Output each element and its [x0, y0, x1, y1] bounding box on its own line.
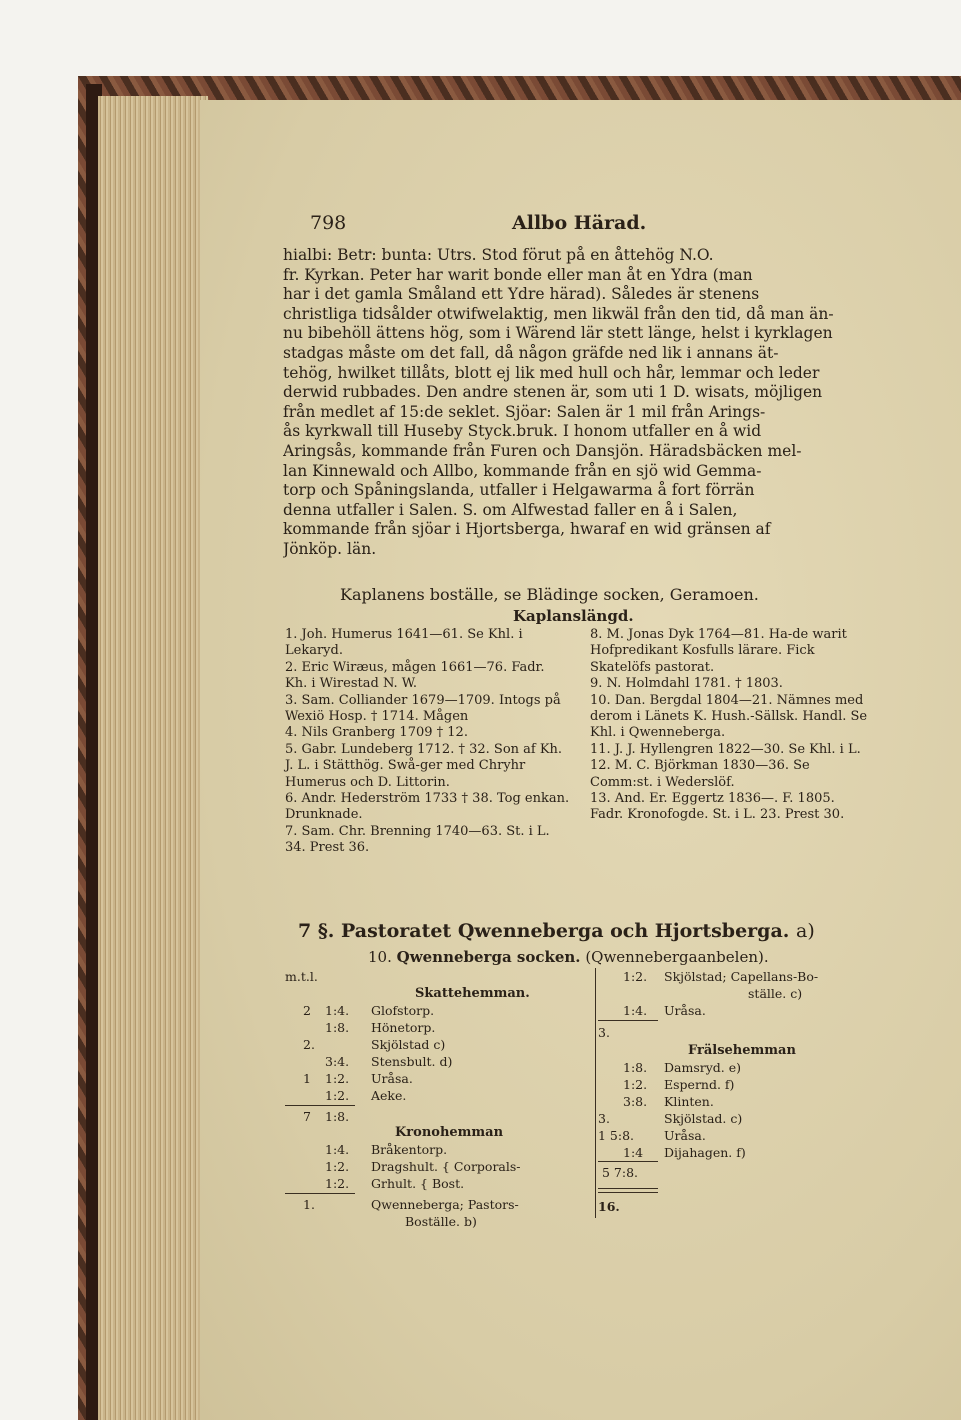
- body-paragraph: [283, 246, 865, 560]
- table-row: [371, 1196, 519, 1213]
- cell: Glofstorp.: [371, 1003, 435, 1018]
- cell: Damsryd. e): [664, 1060, 742, 1075]
- table-row: [325, 1087, 349, 1104]
- paragraph-line: lan Kinnewald och Allbo, kommande från en sjö wid Gemma-: [283, 461, 762, 480]
- farm-table-left: [285, 968, 585, 1238]
- table-row: [664, 1059, 741, 1076]
- table-row: [664, 1144, 746, 1161]
- page-edges: [98, 96, 208, 1420]
- table-row: [303, 1036, 315, 1053]
- list-item: 2. Eric Wiræus, mågen 1661—76. Fadr. Kh. i Wirestad N. W.: [285, 659, 545, 692]
- list-item: 3. Sam. Colliander 1679—1709. Intogs på Wexiö Hosp. † 1714. Mågen: [285, 692, 561, 725]
- paragraph-line: stadgas måste om det fall, då någon gräfde ned lik i annans ät-: [283, 343, 779, 362]
- table-row: [371, 1141, 447, 1158]
- table-row: [285, 968, 318, 985]
- list-item: 5. Gabr. Lundeberg 1712. † 32. Son af Kh. J. L. i Stätthög. Swå-ger med Chryhr Humerus och D. Littorin.: [285, 741, 563, 790]
- table-row: [623, 1059, 647, 1076]
- paragraph-line: ås kyrkwall till Huseby Styck.bruk. I honom utfaller en å wid: [283, 422, 762, 441]
- cell: 1:8.: [325, 1020, 350, 1035]
- sum-rule: [598, 1161, 658, 1162]
- sum-rule: [285, 1105, 355, 1106]
- group-heading: Kronohemman: [395, 1125, 504, 1140]
- table-row: [325, 1158, 349, 1175]
- paragraph-line: denna utfaller i Salen. S. om Alfwestad faller en å i Salen,: [283, 500, 738, 519]
- paragraph-line: derwid rubbades. Den andre stenen är, som uti 1 D. wisats, möjligen: [283, 383, 823, 402]
- table-row: [602, 1164, 638, 1181]
- cell: m.t.l.: [285, 969, 318, 984]
- cell: 2: [303, 1003, 311, 1018]
- cell: 5 7:8.: [602, 1165, 639, 1180]
- subsection-title: Qwenneberga socken.: [396, 948, 581, 966]
- list-item: 13. And. Er. Eggertz 1836—. F. 1805. Fadr. Kronofogde. St. i L. 23. Prest 30.: [590, 791, 845, 823]
- table-row: [415, 985, 530, 1002]
- cell: 3.: [598, 1111, 610, 1126]
- table-row: [748, 985, 802, 1002]
- sum-rule: [598, 1188, 658, 1189]
- cell: 1:8.: [623, 1060, 648, 1075]
- paragraph-line: Aringsås, kommande från Furen och Dansjön. Häradsbäcken mel-: [283, 441, 802, 460]
- cell: Hönetorp.: [371, 1020, 436, 1035]
- cell: 1:4.: [325, 1003, 350, 1018]
- cell: 3:8.: [623, 1094, 648, 1109]
- cell: Aeke.: [371, 1088, 407, 1103]
- cell: 1:4: [623, 1145, 644, 1160]
- running-title: Allbo Härad.: [512, 212, 647, 234]
- cell: Boställe. b): [405, 1214, 477, 1229]
- cell: 3.: [598, 1025, 610, 1040]
- column-divider: [595, 968, 596, 1218]
- table-row: [623, 1002, 647, 1019]
- table-row: [598, 1110, 610, 1127]
- cell: ställe. c): [748, 986, 803, 1001]
- table-row: [405, 1213, 477, 1230]
- cell: 1:2.: [325, 1071, 350, 1086]
- cell: 1:2.: [325, 1159, 350, 1174]
- table-row: [371, 1158, 521, 1175]
- cell: 1 5:8.: [598, 1128, 635, 1143]
- table-row: [598, 1127, 634, 1144]
- subsection-alt: (Qwennebergaanbelen).: [585, 948, 769, 966]
- table-row: [371, 1036, 445, 1053]
- group-heading: Skattehemman.: [415, 986, 530, 1001]
- cell: Qwenneberga; Pastors-: [371, 1197, 519, 1212]
- table-row: [325, 1053, 349, 1070]
- table-row: [303, 1108, 311, 1125]
- table-row: [395, 1124, 503, 1141]
- cell: Uråsa.: [371, 1071, 413, 1086]
- cell: Espernd. f): [664, 1077, 735, 1092]
- table-row: [325, 1070, 349, 1087]
- cell: 2.: [303, 1037, 315, 1052]
- table-row: [371, 1002, 434, 1019]
- kaplan-heading: Kaplanslängd.: [513, 607, 634, 625]
- table-row: [623, 1076, 647, 1093]
- sum-rule: [598, 1020, 658, 1021]
- list-item: 10. Dan. Bergdal 1804—21. Nämnes med derom i Länets K. Hush.-Sällsk. Handl. Se Khl. i Qwenneberga.: [590, 692, 868, 741]
- cell: Skjölstad; Capellans-Bo-: [664, 969, 819, 984]
- cell: 1: [303, 1071, 311, 1086]
- table-row: [303, 1070, 311, 1087]
- table-row: [325, 1108, 349, 1125]
- section-number: 7 §.: [298, 920, 335, 942]
- table-row: [623, 1093, 647, 1110]
- group-heading: Frälsehemman: [688, 1043, 796, 1058]
- paragraph-line: christliga tidsålder otwifwelaktig, men likwäl från den tid, då man än-: [283, 304, 834, 323]
- cell: Bråkentorp.: [371, 1142, 448, 1157]
- table-row: [664, 968, 818, 985]
- table-row: [623, 968, 647, 985]
- kaplan-list-left: [285, 627, 570, 857]
- table-row: [371, 1087, 406, 1104]
- list-item: 6. Andr. Hederström 1733 † 38. Tog enkan. Drunknade.: [285, 791, 570, 823]
- table-row: [664, 1127, 706, 1144]
- table-row: [371, 1175, 464, 1192]
- cell: 7: [303, 1109, 311, 1124]
- paragraph-line: tehög, hwilket tillåts, blott ej lik med hull och hår, lemmar och leder: [283, 363, 820, 382]
- section-heading: [298, 920, 815, 942]
- table-row: [371, 1019, 435, 1036]
- farm-table-right: [598, 968, 868, 1238]
- cell: Uråsa.: [664, 1128, 706, 1143]
- section-note: a): [796, 920, 815, 942]
- sum-rule: [285, 1193, 355, 1194]
- paragraph-line: torp och Spåningslanda, utfaller i Helgawarma å fort förrän: [283, 481, 755, 500]
- cell: Grhult. { Bost.: [371, 1176, 465, 1191]
- cell: 16.: [598, 1199, 620, 1214]
- cell: 1:2.: [325, 1176, 350, 1191]
- list-item: 11. J. J. Hyllengren 1822—30. Se Khl. i L.: [590, 741, 861, 757]
- table-row: [371, 1070, 413, 1087]
- list-item: 9. N. Holmdahl 1781. † 1803.: [590, 676, 783, 692]
- paragraph-line: hialbi: Betr: bunta: Utrs. Stod förut på en åttehög N.O.: [283, 246, 714, 264]
- page-number: 798: [310, 212, 347, 234]
- cell: Uråsa.: [664, 1003, 706, 1018]
- cell: Skjölstad c): [371, 1037, 446, 1052]
- section-title: Pastoratet Qwenneberga och Hjortsberga.: [341, 920, 790, 942]
- list-item: 4. Nils Granberg 1709 † 12.: [285, 725, 468, 741]
- cell: Dragshult. { Corporals-: [371, 1159, 521, 1174]
- cell: 1:2.: [623, 969, 648, 984]
- table-row: [303, 1196, 315, 1213]
- table-row: [325, 1141, 349, 1158]
- paragraph-line: Jönköp. län.: [283, 539, 377, 558]
- cell: 1:2.: [325, 1088, 350, 1103]
- sum-rule: [598, 1192, 658, 1193]
- cell: 1.: [303, 1197, 315, 1212]
- table-row: [325, 1175, 349, 1192]
- table-row: [688, 1042, 796, 1059]
- paragraph-line: nu bibehöll ättens hög, som i Wärend lär stett länge, helst i kyrklagen: [283, 324, 833, 343]
- table-row: [664, 1093, 714, 1110]
- table-row: [371, 1053, 452, 1070]
- cell: 3:4.: [325, 1054, 350, 1069]
- table-row: [664, 1076, 734, 1093]
- cell: Klinten.: [664, 1094, 714, 1109]
- cell: 1:8.: [325, 1109, 350, 1124]
- cell: 1:4.: [325, 1142, 350, 1157]
- table-row: [303, 1002, 311, 1019]
- table-row: [664, 1110, 742, 1127]
- list-item: 8. M. Jonas Dyk 1764—81. Ha-de warit Hofpredikant Kosfulls lärare. Fick Skatelöfs pastorat.: [590, 627, 847, 675]
- cell: 1:2.: [623, 1077, 648, 1092]
- paragraph-line: från medlet af 15:de seklet. Sjöar: Salen är 1 mil från Arings-: [283, 402, 766, 421]
- paragraph-line: har i det gamla Småland ett Ydre härad). Således är stenens: [283, 285, 760, 304]
- table-row: [664, 1002, 706, 1019]
- kaplan-list-right: [590, 627, 868, 824]
- list-item: 12. M. C. Björkman 1830—36. Se Comm:st. i Wederslöf.: [590, 758, 810, 790]
- subsection-number: 10.: [368, 948, 392, 966]
- cell: Dijahagen. f): [664, 1145, 746, 1160]
- paragraph-line: fr. Kyrkan. Peter har warit bonde eller man åt en Ydra (man: [283, 265, 753, 284]
- cell: Skjölstad. c): [664, 1111, 743, 1126]
- list-item: 7. Sam. Chr. Brenning 1740—63. St. i L. 34. Prest 36.: [285, 823, 550, 856]
- cell: 1:4.: [623, 1003, 648, 1018]
- table-row: [325, 1002, 349, 1019]
- table-row: [598, 1024, 610, 1041]
- subsection-heading: [368, 948, 769, 966]
- kaplan-intro: Kaplanens boställe, se Blädinge socken, Geramoen.: [340, 585, 759, 604]
- list-item: 1. Joh. Humerus 1641—61. Se Khl. i Lekaryd.: [285, 627, 523, 659]
- table-row: [623, 1144, 643, 1161]
- table-row: [325, 1019, 349, 1036]
- table-row: [598, 1198, 620, 1215]
- cell: Stensbult. d): [371, 1054, 453, 1069]
- paragraph-line: kommande från sjöar i Hjortsberga, hwaraf en wid gränsen af: [283, 520, 771, 539]
